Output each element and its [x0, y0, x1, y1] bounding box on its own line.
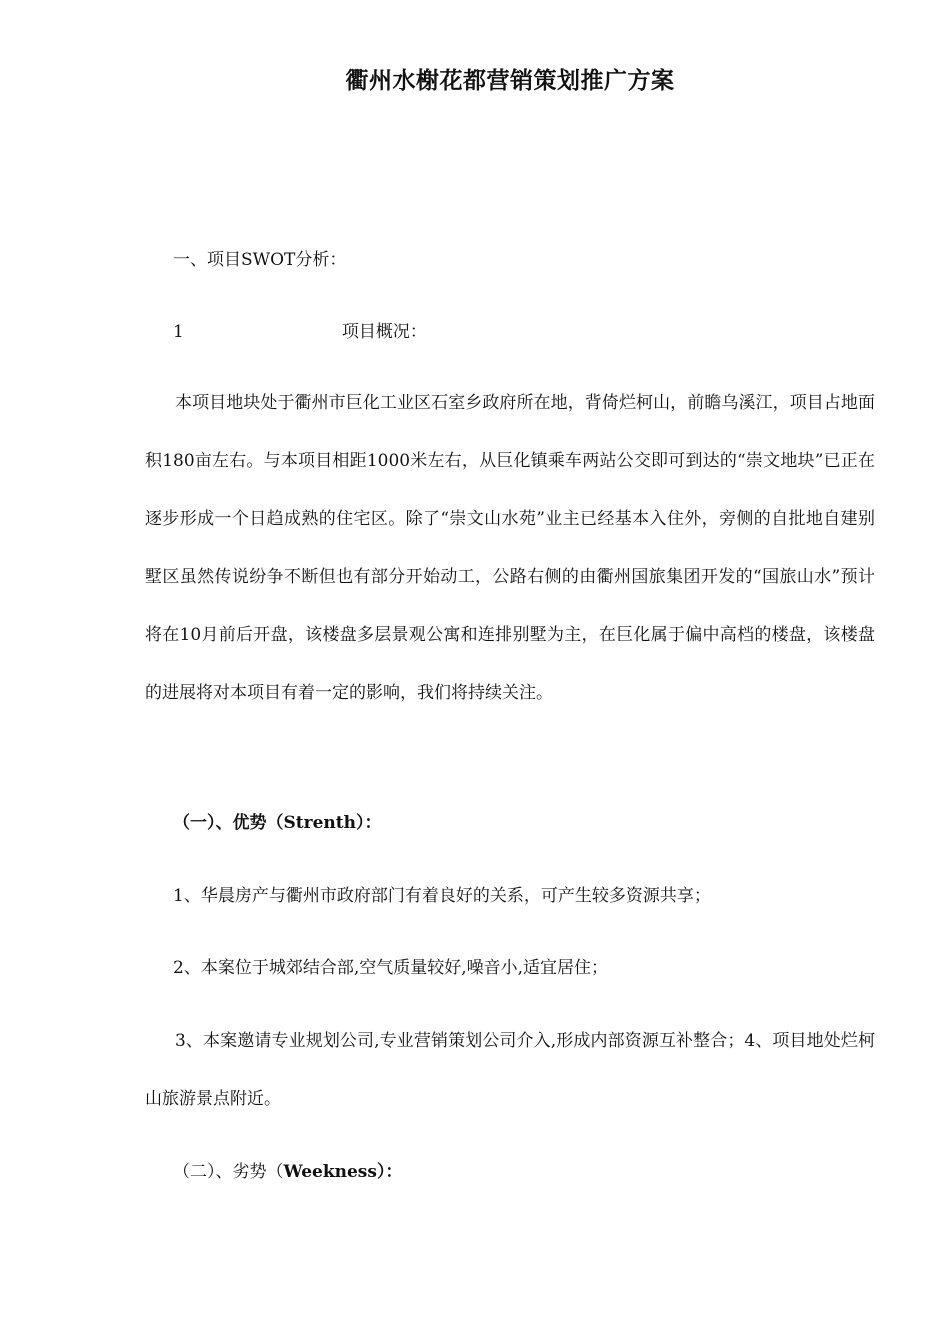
weaknesses-heading-word: Weekness	[283, 1162, 377, 1182]
document-title: 衢州水榭花都营销策划推广方案	[345, 68, 675, 94]
strength-item-1: 1、华晨房产与衢州市政府部门有着良好的关系，可产生较多资源共享；	[173, 886, 711, 906]
subsection-heading-overview	[173, 320, 427, 344]
weaknesses-heading-suffix: ）：	[376, 1162, 403, 1182]
strength-item-2: 2、本案位于城郊结合部,空气质量较好,噪音小,适宜居住；	[173, 958, 609, 978]
subsection-label: 项目概况：	[341, 322, 427, 342]
strengths-heading: （一）、优势（Strenth）：	[173, 813, 382, 833]
subsection-number: 1	[173, 322, 184, 342]
strength-item-3-4: 3、本案邀请专业规划公司,专业营销策划公司介入,形成内部资源互补整合；4、项目地处烂柯山旅游景点附近。	[145, 1031, 875, 1109]
weaknesses-heading-prefix: （二）、劣势（	[173, 1162, 284, 1182]
overview-paragraph: 本项目地块处于衢州市巨化工业区石室乡政府所在地，背倚烂柯山，前瞻乌溪江，项目占地面积180亩左右。与本项目相距1000米左右，从巨化镇乘车两站公交即可到达的“崇文地块”已正在逐步形成一个日趋成熟的住宅区。除了“崇文山水苑”业主已经基本入住外，旁侧的自批地自建别墅区虽然传说纷争不断但也有部分开始动工，公路右侧的由衢州国旅集团开发的“国旅山水”预计将在10月前后开盘，该楼盘多层景观公寓和连排别墅为主，在巨化属于偏中高档的楼盘，该楼盘的进展将对本项目有着一定的影响，我们将持续关注。	[145, 393, 875, 703]
section-heading-swot: 一、项目SWOT分析：	[173, 250, 347, 270]
weaknesses-heading	[173, 1160, 402, 1184]
